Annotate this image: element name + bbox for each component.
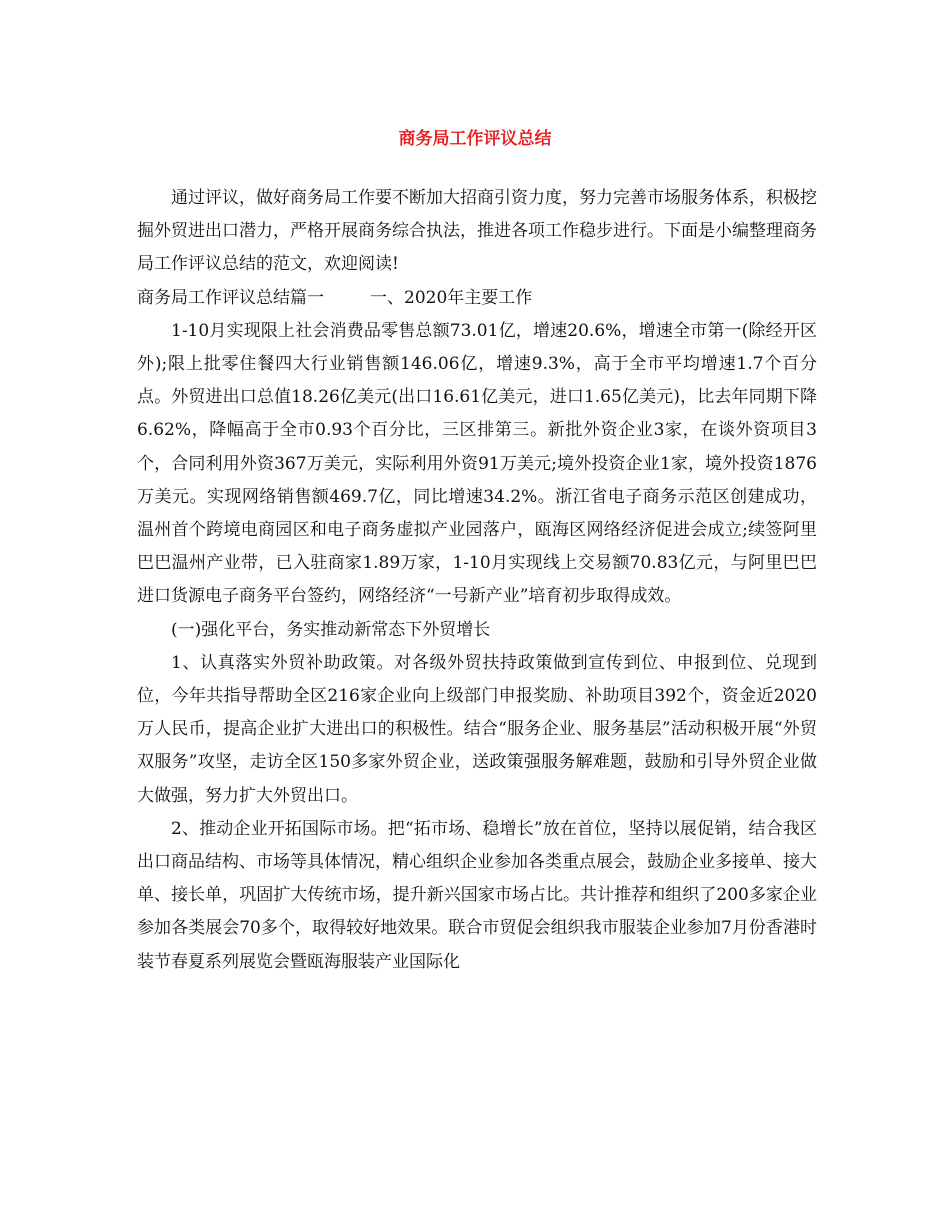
body-paragraph-subsidy: 1、认真落实外贸补助政策。对各级外贸扶持政策做到宣传到位、申报到位、兑现到位，今年共指导帮助全区216家企业向上级部门申报奖励、补助项目392个，资金近2020万人民币，提高企业扩大进出口的积极性。结合“服务企业、服务基层”活动积极开展“外贸双服务”攻坚，走访全区150多家外贸企业，送政策强服务解难题，鼓励和引导外贸企业做大做强，努力扩大外贸出口。 — [137, 652, 817, 806]
body-paragraph-summary: 1-10月实现限上社会消费品零售总额73.01亿，增速20.6%，增速全市第一(除经开区外);限上批零住餐四大行业销售额146.06亿，增速9.3%，高于全市平均增速1.7个百分点。外贸进出口总值18.26亿美元(出口16.61亿美元，进口1.65亿美元)，比去年同期下降6.62%，降幅高于全市0.93个百分比，三区排第三。新批外资企业3家，在谈外资项目3个，合同利用外资367万美元，实际利用外资91万美元;境外投资企业1家，境外投资1876万美元。实现网络销售额469.7亿，同比增速34.2%。浙江省电子商务示范区创建成功，温州首个跨境电商园区和电子商务虚拟产业园落户，瓯海区网络经济促进会成立;续签阿里巴巴温州产业带，已入驻商家1.89万家，1-10月实现线上交易额70.83亿元，与阿里巴巴进口货源电子商务平台签约，网络经济“一号新产业”培育初步取得成效。 — [137, 320, 817, 607]
section-heading-line — [137, 282, 817, 315]
document-title: 商务局工作评议总结 — [398, 129, 552, 149]
document-body — [137, 182, 817, 979]
intro-paragraph: 通过评议，做好商务局工作要不断加大招商引资力度，努力完善市场服务体系，积极挖掘外贸进出口潜力，严格开展商务综合执法，推进各项工作稳步进行。下面是小编整理商务局工作评议总结的范文，欢迎阅读! — [137, 188, 817, 275]
body-paragraph-market: 2、推动企业开拓国际市场。把“拓市场、稳增长”放在首位，坚持以展促销，结合我区出口商品结构、市场等具体情况，精心组织企业参加各类重点展会，鼓励企业多接单、接大单、接长单，巩固扩大传统市场，提升新兴国家市场占比。共计推荐和组织了200多家企业参加各类展会70多个，取得较好地效果。联合市贸促会组织我市服装企业参加7月份香港时装节春夏系列展览会暨瓯海服装产业国际化 — [137, 818, 817, 972]
subsection-heading: (一)强化平台，务实推动新常态下外贸增长 — [171, 619, 491, 640]
section-heading: 一、2020年主要工作 — [370, 287, 533, 308]
section-label: 商务局工作评议总结篇一 — [137, 287, 324, 308]
